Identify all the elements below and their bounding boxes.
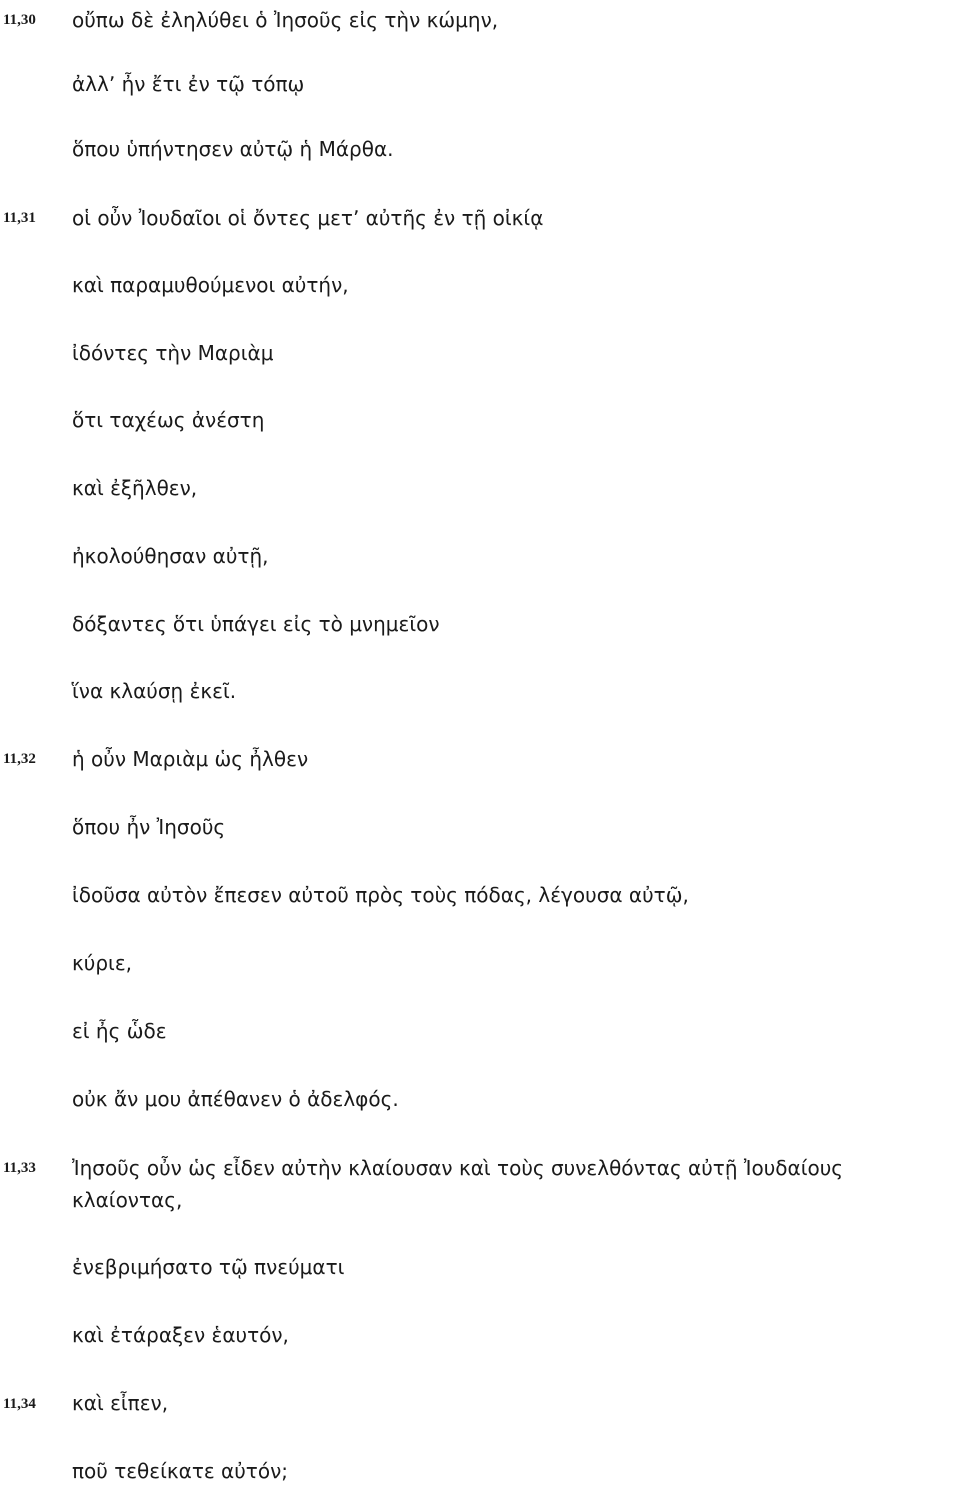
verse-line: καὶ εἶπεν, <box>72 1391 169 1415</box>
verse-number-11-31: 11,31 <box>3 210 36 226</box>
verse-line: Ἰησοῦς οὖν ὡς εἶδεν αὐτὴν κλαίουσαν καὶ τοὺς συνελθόντας αὐτῇ Ἰουδαίους <box>72 1156 844 1180</box>
verse-line: ὅτι ταχέως ἀνέστη <box>72 408 265 432</box>
verse-line: δόξαντες ὅτι ὑπάγει εἰς τὸ μνημεῖον <box>72 612 440 636</box>
verse-line: κλαίοντας, <box>72 1188 183 1212</box>
verse-line: εἰ ἦς ὧδε <box>72 1019 167 1043</box>
verse-line: οὔπω δὲ ἐληλύθει ὁ Ἰησοῦς εἰς τὴν κώμην, <box>72 8 499 32</box>
verse-line: καὶ ἐξῆλθεν, <box>72 476 198 500</box>
verse-line: ἠκολούθησαν αὐτῇ, <box>72 544 269 568</box>
verse-number-11-30: 11,30 <box>3 12 36 28</box>
verse-line: κύριε, <box>72 951 132 975</box>
verse-line: ὅπου ὑπήντησεν αὐτῷ ἡ Μάρθα. <box>72 137 394 161</box>
verse-line: ὅπου ἦν Ἰησοῦς <box>72 815 226 839</box>
verse-line: ἀλλʼ ἦν ἔτι ἐν τῷ τόπῳ <box>72 72 305 96</box>
verse-line: ἐνεβριμήσατο τῷ πνεύματι <box>72 1255 345 1279</box>
verse-line: ἵνα κλαύσῃ ἐκεῖ. <box>72 679 237 703</box>
verse-line: οἱ οὖν Ἰουδαῖοι οἱ ὄντες μετʼ αὐτῆς ἐν τῇ οἰκίᾳ <box>72 206 544 230</box>
verse-line: ποῦ τεθείκατε αὐτόν; <box>72 1459 288 1483</box>
verse-line: ἰδοῦσα αὐτὸν ἔπεσεν αὐτοῦ πρὸς τοὺς πόδας, λέγουσα αὐτῷ, <box>72 883 689 907</box>
verse-number-11-34: 11,34 <box>3 1396 36 1412</box>
verse-line: ἰδόντες τὴν Μαριὰμ <box>72 341 274 365</box>
verse-number-11-32: 11,32 <box>3 751 36 767</box>
verse-line: ἡ οὖν Μαριὰμ ὡς ἦλθεν <box>72 747 309 771</box>
verse-line: καὶ παραμυθούμενοι αὐτήν, <box>72 273 349 297</box>
verse-line: καὶ ἐτάραξεν ἑαυτόν, <box>72 1323 289 1347</box>
verse-line: οὐκ ἄν μου ἀπέθανεν ὁ ἀδελφός. <box>72 1087 399 1111</box>
verse-number-11-33: 11,33 <box>3 1160 36 1176</box>
